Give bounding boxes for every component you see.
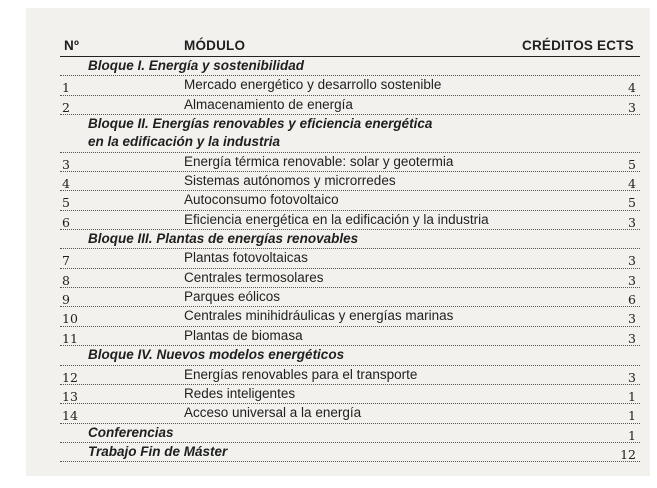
module-number: 3: [62, 156, 70, 172]
module-name: Autoconsumo fotovoltaico: [184, 192, 339, 208]
module-name: Centrales minihidráulicas y energías marinas: [184, 308, 454, 324]
module-credits: 4: [628, 80, 636, 96]
module-credits: 1: [628, 408, 636, 424]
module-name: Eficiencia energética en la edificación y la industria: [184, 211, 489, 227]
module-credits: 4: [628, 176, 636, 192]
module-name: Sistemas autónomos y microrredes: [184, 173, 396, 189]
table-row: [60, 172, 640, 191]
extra-name: Conferencias: [88, 424, 174, 440]
module-credits: 3: [628, 330, 636, 346]
block-title: Bloque I. Energía y sostenibilidad: [88, 58, 305, 73]
table-row: [60, 366, 640, 385]
extra-row: [60, 443, 640, 462]
table-row: [60, 288, 640, 307]
module-number: 5: [62, 195, 70, 211]
header-credits: CRÉDITOS ECTS: [522, 38, 634, 53]
module-number: 10: [62, 311, 78, 327]
module-name: Energía térmica renovable: solar y geotermia: [184, 153, 454, 169]
module-number: 8: [62, 272, 70, 288]
module-number: 9: [62, 292, 70, 308]
header-number: Nº: [64, 38, 80, 53]
module-name: Parques eólicos: [184, 289, 281, 305]
table-row: [60, 327, 640, 346]
module-credits: 6: [628, 292, 636, 308]
extra-credits: 1: [628, 427, 636, 443]
module-credits: 3: [628, 311, 636, 327]
block-heading: [60, 346, 640, 365]
block-title: Bloque IV. Nuevos modelos energéticos: [88, 347, 345, 363]
table-row: [60, 153, 640, 172]
table-row: [60, 269, 640, 288]
header-module: MÓDULO: [184, 38, 246, 53]
module-name: Almacenamiento de energía: [184, 96, 353, 112]
block-heading: [60, 230, 640, 249]
module-number: 2: [62, 99, 70, 115]
module-credits: 3: [628, 253, 636, 269]
table-row: [60, 249, 640, 268]
block-heading-continued: [60, 133, 640, 152]
module-number: 6: [62, 214, 70, 230]
module-number: 7: [62, 253, 70, 269]
extra-credits: 12: [620, 446, 636, 462]
module-credits: 1: [628, 388, 636, 404]
module-credits: 3: [628, 369, 636, 385]
module-name: Mercado energético y desarrollo sostenible: [184, 77, 442, 93]
module-name: Redes inteligentes: [184, 385, 296, 401]
module-name: Plantas de biomasa: [184, 327, 303, 343]
block-title: Bloque II. Energías renovables y eficiencia energética: [88, 116, 433, 132]
block-title-continued: en la edificación y la industria: [88, 134, 281, 150]
module-number: 1: [62, 80, 70, 96]
module-name: Centrales termosolares: [184, 269, 324, 285]
module-number: 4: [62, 176, 70, 192]
module-number: 11: [62, 330, 78, 346]
module-name: Energías renovables para el transporte: [184, 366, 418, 382]
module-number: 14: [62, 408, 78, 424]
table-row: [60, 404, 640, 423]
block-heading: [60, 115, 640, 133]
module-number: 12: [62, 369, 78, 385]
module-credits: 5: [628, 156, 636, 172]
table-row: [60, 191, 640, 210]
module-credits: 3: [628, 214, 636, 230]
extra-name: Trabajo Fin de Máster: [88, 443, 228, 459]
table-row: [60, 76, 640, 95]
modules-table: [60, 38, 640, 462]
module-name: Acceso universal a la energía: [184, 405, 362, 421]
module-name: Plantas fotovoltaicas: [184, 250, 308, 266]
block-heading: [60, 57, 640, 76]
table-row: [60, 385, 640, 404]
table-row: [60, 307, 640, 326]
module-credits: 5: [628, 195, 636, 211]
module-credits: 3: [628, 99, 636, 115]
block-title: Bloque III. Plantas de energías renovables: [88, 231, 359, 247]
table-row: [60, 211, 640, 230]
module-credits: 3: [628, 272, 636, 288]
extra-row: [60, 424, 640, 443]
table-header: [60, 38, 640, 57]
table-row: [60, 96, 640, 115]
module-number: 13: [62, 388, 78, 404]
